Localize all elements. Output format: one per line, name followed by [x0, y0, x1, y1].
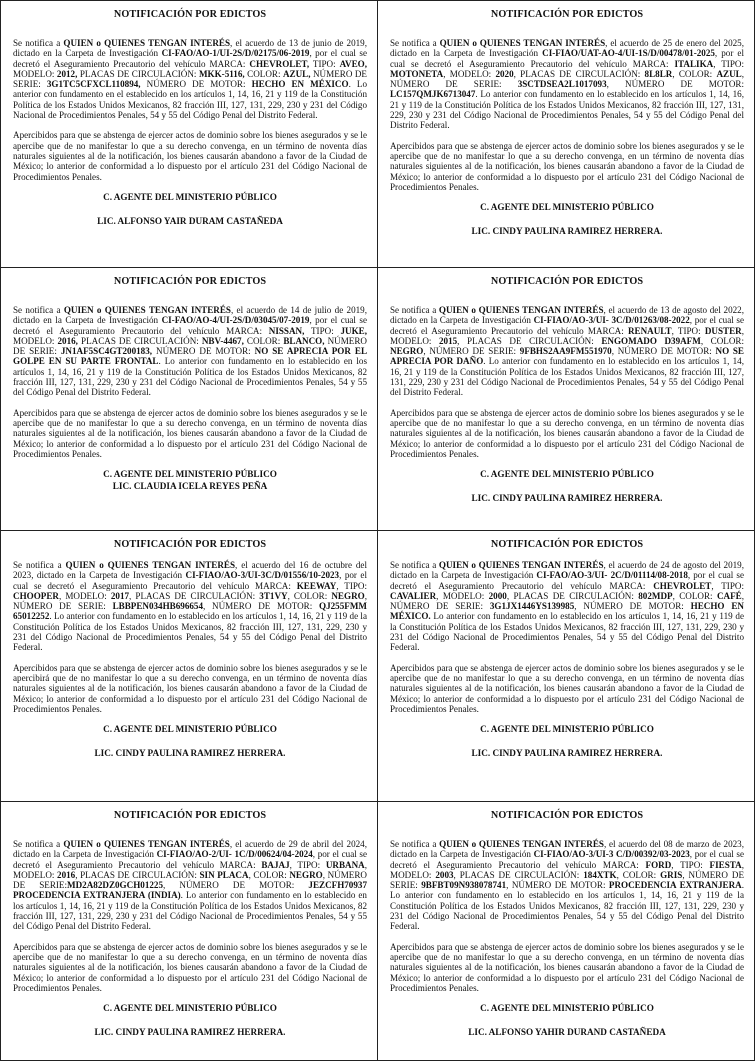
notice-text: , COLOR:	[672, 590, 717, 601]
notice-text: NÚMERO DE SERIE:	[13, 68, 367, 90]
notice-text: , NÚMERO DE MOTOR:	[606, 79, 744, 90]
notice-key-value: GRIS	[660, 869, 683, 880]
notice-text: , por el cual se decretó el Aseguramiento Precautorio del vehículo MARCA:	[13, 48, 367, 69]
notice-text: , NÚMERO DE SERIE:	[390, 869, 744, 891]
notice-text: , TIPO:	[289, 859, 326, 870]
notice-key-value: CI-FIAO/AO-3/UI- 3C/D/01263/08-2022	[533, 315, 690, 326]
notice-text: , por el cual se decretó el Aseguramiento Precautorio del vehículo MARCA:	[390, 849, 744, 870]
notice-text: Lo anterior con fundamento en lo establecido en los artículos 1, 14, 16, 21 y 119 de la Constitución Política de los Estados Unidos Mexicanos, 82 fracción III, 127, 131, 229, 230 y 231 del Código Nacional de Procedimientos Penales, 54 y 55 del Código Penal del Distrito Federal.	[390, 611, 744, 653]
notice-text: , TIPO:	[671, 325, 705, 336]
notice-key-value: AZUL,	[282, 68, 311, 79]
notice-text: Se notifica a	[390, 38, 440, 48]
notice-key-value: 2016,	[57, 335, 78, 346]
notice-body	[390, 839, 744, 932]
agent-title: C. AGENTE DEL MINISTERIO PÚBLICO	[480, 469, 654, 480]
notice-key-value: NEGRO	[289, 869, 323, 880]
notice-text: , PLACAS DE CIRCULACIÓN:	[506, 590, 639, 601]
notice-text: . Lo anterior con fundamento en el establecido en los artículos 1, 14, 16, 21 y 119 de la Constitución Política de los Estados Unidos Mexicanos, 82 fracción III, 127, 131, 229, 230 y 231 del Código Nacional de Procedimientos Penales, 54 y 55 del Código Penal del Distrito Federal.	[13, 79, 367, 121]
notice-key-value: JN1AF5SC4GT200183,	[60, 346, 153, 357]
notice-text: , NÚMERO DE SERIE:	[13, 869, 367, 891]
notice-key-value: NO SE APRECIA POR EL GOLPE EN SU PARTE FRONTAL	[13, 346, 368, 367]
notice-body	[13, 305, 367, 398]
notice-title: NOTIFICACIÓN POR EDICTOS	[113, 810, 267, 821]
notice-warning: Apercibidos para que se abstenga de ejercer actos de dominio sobre los bienes asegurados y se le apercibe que de no manifestar lo que a su derecho convenga, en un término de noventa días naturales siguientes al de la notificación, los bienes causarán abandono a favor de la Ciudad de México; lo anterior de conformidad a lo dispuesto por el artículo 231 del Código Nacional de Procedimientos Penales.	[390, 941, 744, 993]
notice-text: , PLACAS DE CIRCULACIÓN:	[513, 68, 645, 79]
notice-key-value: 2017	[110, 590, 130, 601]
notice-key-value: 2012,	[56, 68, 78, 79]
notice-key-value: 9FBHS2AA9FM551970	[519, 346, 612, 357]
signer-name: LIC. CINDY PAULINA RAMIREZ HERRERA.	[471, 226, 663, 237]
notice-7	[0, 801, 378, 1061]
notice-text: . Lo anterior con fundamento en lo establecido en los artículos 1, 14, 16, 21 y 119 de la Constitución Política de los Estados Unidos Mexicanos, 82 fracción III, 127, 131, 229, 230 y 231 del Código Nacional de Procedimientos Penales, 54 y 55 del Código Penal del Distrito Federal.	[390, 356, 744, 398]
notice-text: , NÚMERO DE SERIE:	[423, 346, 520, 357]
notice-key-value: HECHO EN MÉXICO	[251, 79, 349, 90]
notice-key-value: 3SCTDSEA2L1017093	[517, 79, 607, 90]
notice-warning: Apercibidos para que se abstenga de ejercer actos de dominio sobre los bienes asegurados y se le apercibe que de no manifestar lo que a su derecho convenga, en un término de noventa días naturales siguientes al de la notificación, los bienes causarán abandono a favor de la Ciudad de México; lo anterior de conformidad a lo dispuesto por el artículo 231 del Código Nacional de Procedimientos Penales.	[390, 662, 744, 714]
notice-text: . Lo anterior con fundamento en lo establecido en los artículos 1, 14, 16, 21 y 119 de la Constitución Política de los Estados Unidos Mexicanos, 82 fracción III, 127, 131, 229, 230 y 231 del Código Nacional de Procedimientos Penales, 54 y 55 del Código Penal del Distrito Federal.	[13, 890, 367, 932]
notice-text: , MODELO:	[390, 859, 744, 880]
notice-key-value: 3G1JX1446YS139985	[489, 601, 575, 612]
notice-text: , COLOR:	[248, 869, 290, 880]
signer-name: LIC. CLAUDIA ICELA REYES PEÑA	[112, 481, 268, 492]
notice-text: MODELO:	[13, 68, 57, 79]
notice-text: , por el cual se decretó el Aseguramiento Precautorio del vehículo MARCA:	[13, 849, 367, 870]
notice-4	[377, 267, 755, 531]
notice-title: NOTIFICACIÓN POR EDICTOS	[490, 539, 644, 550]
notice-key-value: CI-FIAO/AO-3/UI-3C/D/01556/10-2023	[185, 570, 340, 581]
notice-key-value: NO SE APRECIA POR DAÑO	[390, 346, 744, 367]
notice-text: , NÚMERO DE SERIE:	[390, 68, 745, 90]
notice-text: , PLACAS DE CIRCULACIÓN:	[75, 869, 200, 880]
notice-key-value: CHOOPER	[13, 590, 59, 601]
notice-key-value: 3G1TC5CFXCL110894,	[46, 79, 141, 90]
notice-key-value: BLANCO,	[283, 335, 325, 346]
notice-text: Se notifica a	[13, 38, 64, 48]
notice-key-value: RENAULT	[627, 325, 672, 336]
notice-text: , TIPO:	[711, 580, 744, 591]
notice-key-value: HECHO EN MÉXICO.	[390, 601, 744, 622]
notice-5	[0, 530, 378, 802]
notice-warning: Apercibidos para que se abstenga de ejercer actos de dominio sobre los bienes asegurados y se le apercibe que de no manifestar lo que a su derecho convenga, en un término de noventa días naturales siguientes al de la notificación, los bienes causarán abandono a favor de la Ciudad de México; lo anterior de conformidad a lo dispuesto por el artículo 231 del Código Nacional de Procedimientos Penales.	[13, 941, 367, 993]
notice-text: , TIPO:	[336, 580, 367, 591]
notice-body	[390, 38, 744, 131]
notice-body	[390, 305, 744, 398]
notice-text: COLOR:	[243, 335, 284, 346]
notice-text: , COLOR:	[287, 590, 332, 601]
notice-text: COLOR:	[244, 68, 283, 79]
notice-text: , el acuerdo del 08 de marzo de 2023, dictado en la Carpeta de Investigación	[390, 839, 744, 860]
notice-text: TIPO:	[304, 325, 341, 336]
notice-body	[13, 839, 367, 932]
notice-key-value: CI-FAO/AO-3/UI- 2C/D/01114/08-2018	[536, 570, 688, 581]
notice-key-value: ITALIKA	[674, 58, 714, 69]
signer-name: LIC. CINDY PAULINA RAMIREZ HERRERA.	[471, 748, 663, 759]
notice-key-value: 2003	[435, 869, 454, 880]
agent-title: C. AGENTE DEL MINISTERIO PÚBLICO	[103, 191, 277, 202]
notice-title: NOTIFICACIÓN POR EDICTOS	[113, 539, 267, 550]
notice-key-value: NISSAN,	[268, 325, 305, 336]
notice-key-value: QUIEN o QUIENES TENGAN INTERÉS	[63, 305, 231, 315]
notice-body	[390, 560, 744, 653]
notice-warning: Apercibidos para que se abstenga de ejercer actos de dominio sobre los bienes asegurados y se le apercibe que de no manifestar lo que a su derecho convenga, en un término de noventa días naturales siguientes al de la notificación, los bienes causarán abandono a favor de la Ciudad de México; lo anterior de conformidad a lo dispuesto por el artículo 231 del Código Nacional de Procedimientos Penales.	[390, 140, 744, 192]
notice-text: . Lo anterior con fundamento en lo establecido en los artículos 1, 14, 16, 21 y 119 de la Constitución Política de los Estados Unidos Mexicanos, 82 fracción III, 127, 131, 229, 230 y 231 del Código Nacional de Procedimientos Penales, 54 y 55 del Código Penal del Distrito Federal.	[390, 89, 744, 131]
notice-text: MODELO:	[13, 335, 58, 346]
notice-key-value: PROCEDENCIA EXTRANJERA	[608, 880, 742, 891]
notice-key-value: URBANA	[325, 859, 365, 870]
notice-warning: Apercibidos para que se abstenga de ejercer actos de dominio sobre los bienes asegurados y se le apercibe que de no manifestar lo que a su derecho convenga, en un término de noventa días naturales siguientes al de la notificación, los bienes causarán abandono a favor de la Ciudad de México; lo anterior de conformidad a lo dispuesto por el artículo 231 del Código Nacional de Procedimientos Penales.	[13, 407, 367, 459]
agent-title: C. AGENTE DEL MINISTERIO PÚBLICO	[480, 202, 654, 213]
notice-key-value: JEZCFH70937 PROCEDENCIA EXTRANJERA (INDIA)	[13, 880, 367, 901]
notice-key-value: CI-FIAO/AO-2/UI- 1C/D/00624/04-2024	[156, 849, 313, 860]
notice-key-value: 2016	[57, 869, 76, 880]
notice-key-value: JUKE,	[340, 325, 367, 336]
notice-key-value: SIN PLACA	[199, 869, 249, 880]
notice-key-value: 2000	[488, 590, 507, 601]
notice-text: , el acuerdo de 25 de enero del 2025, dictado en la Carpeta de Investigación	[390, 38, 744, 59]
notice-key-value: CI-FAO/AO-4/UI-2S/D/03045/07-2019	[161, 315, 310, 326]
notice-text: Se notifica a	[13, 305, 64, 315]
notice-key-value: LC157QMJK6713047	[390, 89, 476, 100]
notice-text: , NÚMERO DE MOTOR:	[506, 880, 609, 891]
notice-key-value: MOTONETA	[390, 68, 444, 79]
notice-warning: Apercibidos para que se abstenga de ejercer actos de dominio sobre los bienes asegurados y se le apercibe que de no manifestar lo que a su derecho convenga, en un término de noventa días naturales siguientes al de la notificación, los bienes causarán abandono a favor de la Ciudad de México; lo anterior de conformidad a lo dispuesto por el artículo 231 del Código Nacional de Procedimientos Penales.	[390, 407, 744, 459]
notice-text: , por el cual se decretó el Aseguramiento Precautorio del vehículo MARCA:	[390, 315, 744, 336]
notice-title: NOTIFICACIÓN POR EDICTOS	[490, 9, 644, 20]
signer-name: LIC. CINDY PAULINA RAMIREZ HERRERA.	[94, 748, 286, 759]
notice-key-value: 2015	[438, 335, 458, 346]
notice-key-value: CHEVROLET,	[249, 58, 310, 69]
notice-key-value: MD2A82DZ0GCH01225	[67, 880, 164, 891]
notice-key-value: CI-FIAO/UAT-AO-4/UI-1S/D/00478/01-2025	[542, 48, 715, 59]
agent-title: C. AGENTE DEL MINISTERIO PÚBLICO	[480, 724, 654, 735]
notice-key-value: QUIEN o QUIENES TENGAN INTERÉS	[65, 560, 236, 570]
notice-key-value: CI-FAO/AO-1/UI-2S/D/02175/06-2019	[161, 48, 310, 59]
notice-key-value: NEGRO	[331, 590, 365, 601]
notice-key-value: 3T1VY	[259, 590, 288, 601]
signer-name: LIC. ALFONSO YAHIR DURAND CASTAÑEDA	[468, 1027, 666, 1038]
notice-text: , NÚMERO DE SERIE:	[390, 590, 745, 612]
notice-text: , COLOR:	[672, 68, 717, 79]
notice-text: TIPO:	[309, 58, 340, 69]
notice-warning: Apercibidos para que se abstenga de ejercer actos de dominio sobre los bienes asegurados y se le apercibirá que de no manifestar lo que a su derecho convenga, en un término de noventa días naturales siguientes al de la notificación, los bienes causarán abandono a favor de la Ciudad de México; lo anterior de conformidad a lo dispuesto por el artículo 231 del Código Nacional de Procedimientos Penales.	[13, 662, 367, 714]
agent-title: C. AGENTE DEL MINISTERIO PÚBLICO	[103, 1003, 277, 1014]
notice-text: , PLACAS DE CIRCULACIÓN:	[129, 590, 260, 601]
notice-text: NÚMERO DE SERIE:	[13, 335, 367, 357]
notice-text: PLACAS DE CIRCULACIÓN:	[77, 335, 202, 346]
notice-text: , COLOR:	[700, 335, 745, 346]
notice-text: , MODELO:	[13, 859, 368, 880]
notice-title: NOTIFICACIÓN POR EDICTOS	[113, 9, 267, 20]
notice-text: , PLACAS DE CIRCULACIÓN:	[457, 335, 602, 346]
notice-text: , MODELO:	[443, 68, 496, 79]
notice-key-value: QUIEN o QUIENES TENGAN INTERÉS	[438, 305, 604, 315]
notice-text: , MODELO:	[436, 590, 489, 601]
notice-text: , el acuerdo de 29 de abril del 2024, dictado en la Carpeta de Investigación	[13, 839, 367, 860]
notice-key-value: FORD	[645, 859, 672, 870]
agent-title: C. AGENTE DEL MINISTERIO PÚBLICO	[480, 1003, 654, 1014]
notice-text: , NÚMERO DE MOTOR:	[203, 601, 320, 612]
signer-name: LIC. ALFONSO YAIR DURAM CASTAÑEDA	[97, 215, 283, 226]
notice-key-value: CAFÉ	[716, 590, 742, 601]
notice-text: , MODELO:	[390, 325, 744, 346]
notice-text: , PLACAS DE CIRCULACIÓN:	[453, 869, 584, 880]
notice-title: NOTIFICACIÓN POR EDICTOS	[113, 276, 267, 287]
notice-key-value: QUIEN o QUIENES TENGAN INTERÉS	[439, 38, 606, 48]
signer-name: LIC. CINDY PAULINA RAMIREZ HERRERA.	[94, 1027, 286, 1038]
notice-text: , NÚMERO DE SERIE:	[13, 590, 367, 612]
notice-title: NOTIFICACIÓN POR EDICTOS	[490, 276, 644, 287]
notice-key-value: NBV-4467,	[201, 335, 244, 346]
notice-key-value: KEEWAY	[296, 580, 337, 591]
notice-text: , por el cual se decretó el Aseguramiento Precautorio del vehículo MARCA:	[390, 570, 744, 591]
notice-key-value: AZUL	[716, 68, 742, 79]
notice-key-value: QUIEN o QUIENES TENGAN INTERÉS	[438, 560, 604, 570]
notice-text: Se notifica a	[390, 305, 439, 315]
notice-text: , COLOR:	[616, 869, 661, 880]
notice-key-value: QJ255FMM 65012252	[13, 601, 367, 622]
notice-text: , por el cual se decretó el Aseguramiento Precautorio del vehículo MARCA:	[13, 570, 367, 591]
notice-key-value: NEGRO	[390, 346, 424, 357]
notice-text: , NÚMERO DE MOTOR:	[163, 880, 309, 891]
notice-key-value: CAVALIER	[390, 590, 437, 601]
notice-key-value: 802MDP	[638, 590, 673, 601]
notice-key-value: 184XTK	[583, 869, 617, 880]
notice-text: , TIPO:	[671, 859, 710, 870]
notice-text: , por el cual se decretó el Aseguramiento Precautorio del vehículo MARCA:	[390, 48, 744, 69]
notice-key-value: ENGOMADO D39AFM	[601, 335, 701, 346]
notice-key-value: AVEO,	[339, 58, 367, 69]
notice-text: , TIPO:	[713, 58, 744, 69]
notice-key-value: LBBPEN034HB696654	[112, 601, 204, 612]
notice-key-value: QUIEN o QUIENES TENGAN INTERÉS	[439, 839, 604, 849]
notice-key-value: FIESTA	[709, 859, 742, 870]
notice-text: , MODELO:	[58, 590, 111, 601]
notice-2	[377, 0, 755, 268]
notice-text: NÚMERO DE MOTOR:	[152, 346, 255, 357]
agent-title: C. AGENTE DEL MINISTERIO PÚBLICO	[103, 724, 277, 735]
notice-text: . Lo anterior con fundamento en lo establecido en los artículos 1, 14, 16, 21 y 119 de la Constitución Política de los Estados Unidos Mexicanos, 82 fracción III, 127, 131, 229, 230 y 231 del Código Nacional de Procedimientos Penales, 54 y 55 del Código Penal del Distrito Federal.	[390, 880, 744, 932]
notice-key-value: 2020	[495, 68, 514, 79]
notice-text: . Lo anterior con fundamento en lo establecido en los artículos 1, 14, 16, 21 y 119 de la Constitución Política de los Estados Unidos Mexicanos, 82 fracción III, 127, 131, 229, 230 y 231 del Código Nacional de Procedimientos Penales, 54 y 55 del Código Penal del Distrito Federal.	[13, 611, 367, 653]
notice-key-value: DUSTER	[704, 325, 742, 336]
notice-text: , el acuerdo del 16 de octubre del 2023, dictado en la Carpeta de Investigación	[13, 560, 367, 581]
notice-text: , el acuerdo de 13 de junio de 2019, dictado en la Carpeta de Investigación	[13, 38, 367, 59]
agent-title: C. AGENTE DEL MINISTERIO PÚBLICO	[103, 469, 277, 480]
notice-text: , el acuerdo de 24 de agosto del 2019, dictado en la Carpeta de Investigación	[390, 560, 744, 581]
notice-key-value: CI-FIAO/AO-3/UI-3 C/D/00392/03-2023	[533, 849, 690, 860]
notice-title: NOTIFICACIÓN POR EDICTOS	[490, 810, 644, 821]
notice-3	[0, 267, 378, 531]
notice-key-value: MKK-5116,	[198, 68, 245, 79]
notice-key-value: BAJAJ	[261, 859, 290, 870]
notice-text: Se notifica a	[13, 560, 66, 570]
signer-name: LIC. CINDY PAULINA RAMIREZ HERRERA.	[471, 493, 663, 504]
notice-text: Se notifica a	[390, 839, 440, 849]
notice-warning: Apercibidos para que se abstenga de ejercer actos de dominio sobre los bienes asegurados y se le apercibe que de no manifestar lo que a su derecho convenga, en un término de noventa días naturales siguientes al de la notificación, los bienes causarán abandono a favor de la Ciudad de México; lo anterior de conformidad a lo dispuesto por el artículo 231 del Código Nacional de Procedimientos Penales.	[13, 130, 367, 182]
notice-key-value: 8L8LR	[644, 68, 673, 79]
notice-8	[377, 801, 755, 1061]
notice-body	[13, 560, 367, 653]
notice-key-value: CHEVROLET	[653, 580, 712, 591]
notice-text: . Lo anterior con fundamento en lo establecido en los artículos 1, 14, 16, 21 y 119 de la Constitución Política de los Estados Unidos Mexicanos, 82 fracción III, 127, 131, 229, 230 y 231 del Código Nacional de Procedimientos Penales, 54 y 55 del Código Penal del Distrito Federal.	[13, 356, 368, 398]
notice-1	[0, 0, 378, 268]
notice-text: , NÚMERO DE MOTOR:	[574, 601, 691, 612]
notice-text: , por el cual se decretó el Aseguramiento Precautorio del vehículo MARCA:	[13, 315, 367, 336]
notice-text: Se notifica a	[13, 839, 64, 849]
notice-key-value: 9BFBT09N938078741	[421, 880, 507, 891]
notice-text: , el acuerdo de 13 de agosto del 2022, dictado en la Carpeta de Investigación	[390, 305, 744, 326]
notice-text: NÚMERO DE MOTOR:	[140, 79, 252, 90]
notice-text: PLACAS DE CIRCULACIÓN:	[77, 68, 199, 79]
notice-key-value: QUIEN o QUIENES TENGAN INTERÉS	[63, 839, 230, 849]
notice-key-value: QUIEN o QUIENES TENGAN INTERÉS	[63, 38, 231, 48]
notice-6	[377, 530, 755, 802]
notice-text: , NÚMERO DE MOTOR:	[611, 346, 716, 357]
notice-body	[13, 38, 367, 120]
notice-text: , el acuerdo de 14 de julio de 2019, dictado en la Carpeta de Investigación	[13, 305, 367, 326]
notice-text: Se notifica a	[390, 560, 439, 570]
